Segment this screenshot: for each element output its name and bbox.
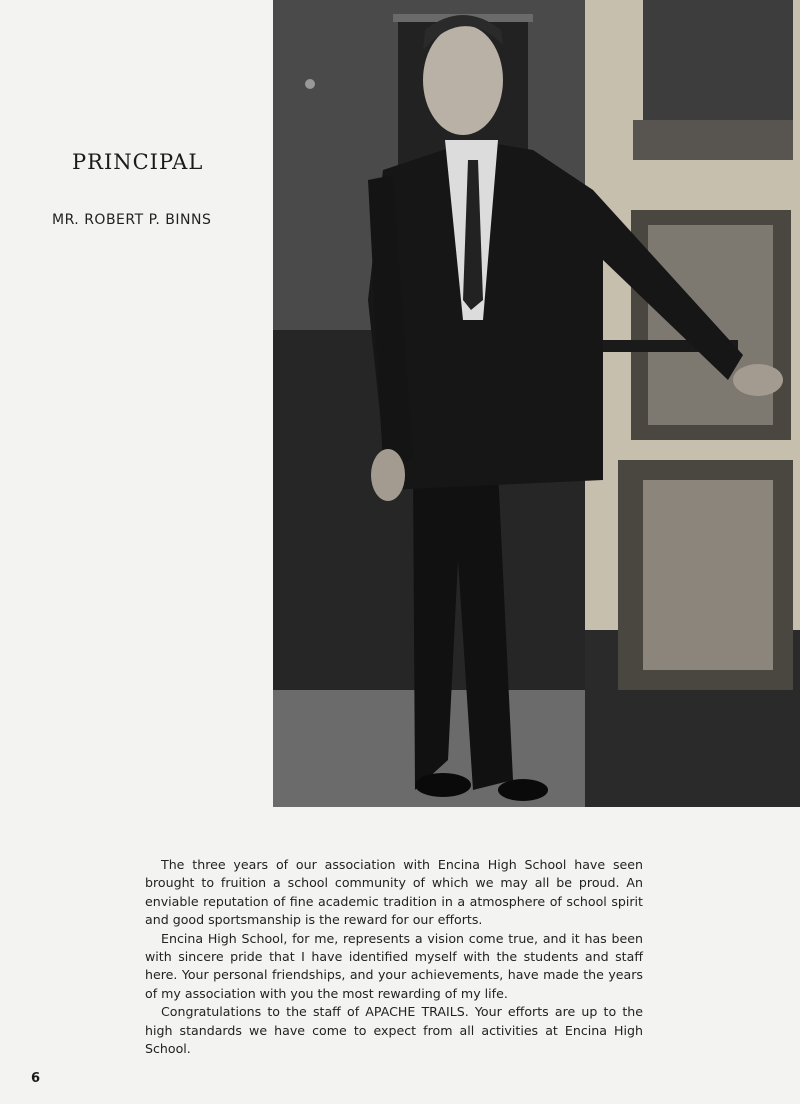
letter-paragraph: The three years of our association with Encina High School have seen brought to fruition a school community of which we may all be proud. An enviable reputation of fine academic tradition in a atmosphere of school spirit and good sportsmanship is the reward for our efforts. [145, 857, 643, 928]
principal-name: MR. ROBERT P. BINNS [52, 212, 212, 228]
principal-portrait-image [273, 0, 800, 807]
page-title: PRINCIPAL [72, 150, 204, 174]
principal-photo [273, 0, 800, 807]
principal-letter [145, 856, 643, 1058]
page-number: 6 [31, 1071, 41, 1086]
letter-paragraph: Congratulations to the staff of APACHE TRAILS. Your efforts are up to the high standards we have come to expect from all activities at Encina High School. [145, 1004, 643, 1057]
letter-paragraph: Encina High School, for me, represents a vision come true, and it has been with sincere pride that I have identified myself with the students and staff here. Your personal friendships, and your achievements, have made the years of my association with you the most rewarding of my life. [145, 930, 643, 1001]
